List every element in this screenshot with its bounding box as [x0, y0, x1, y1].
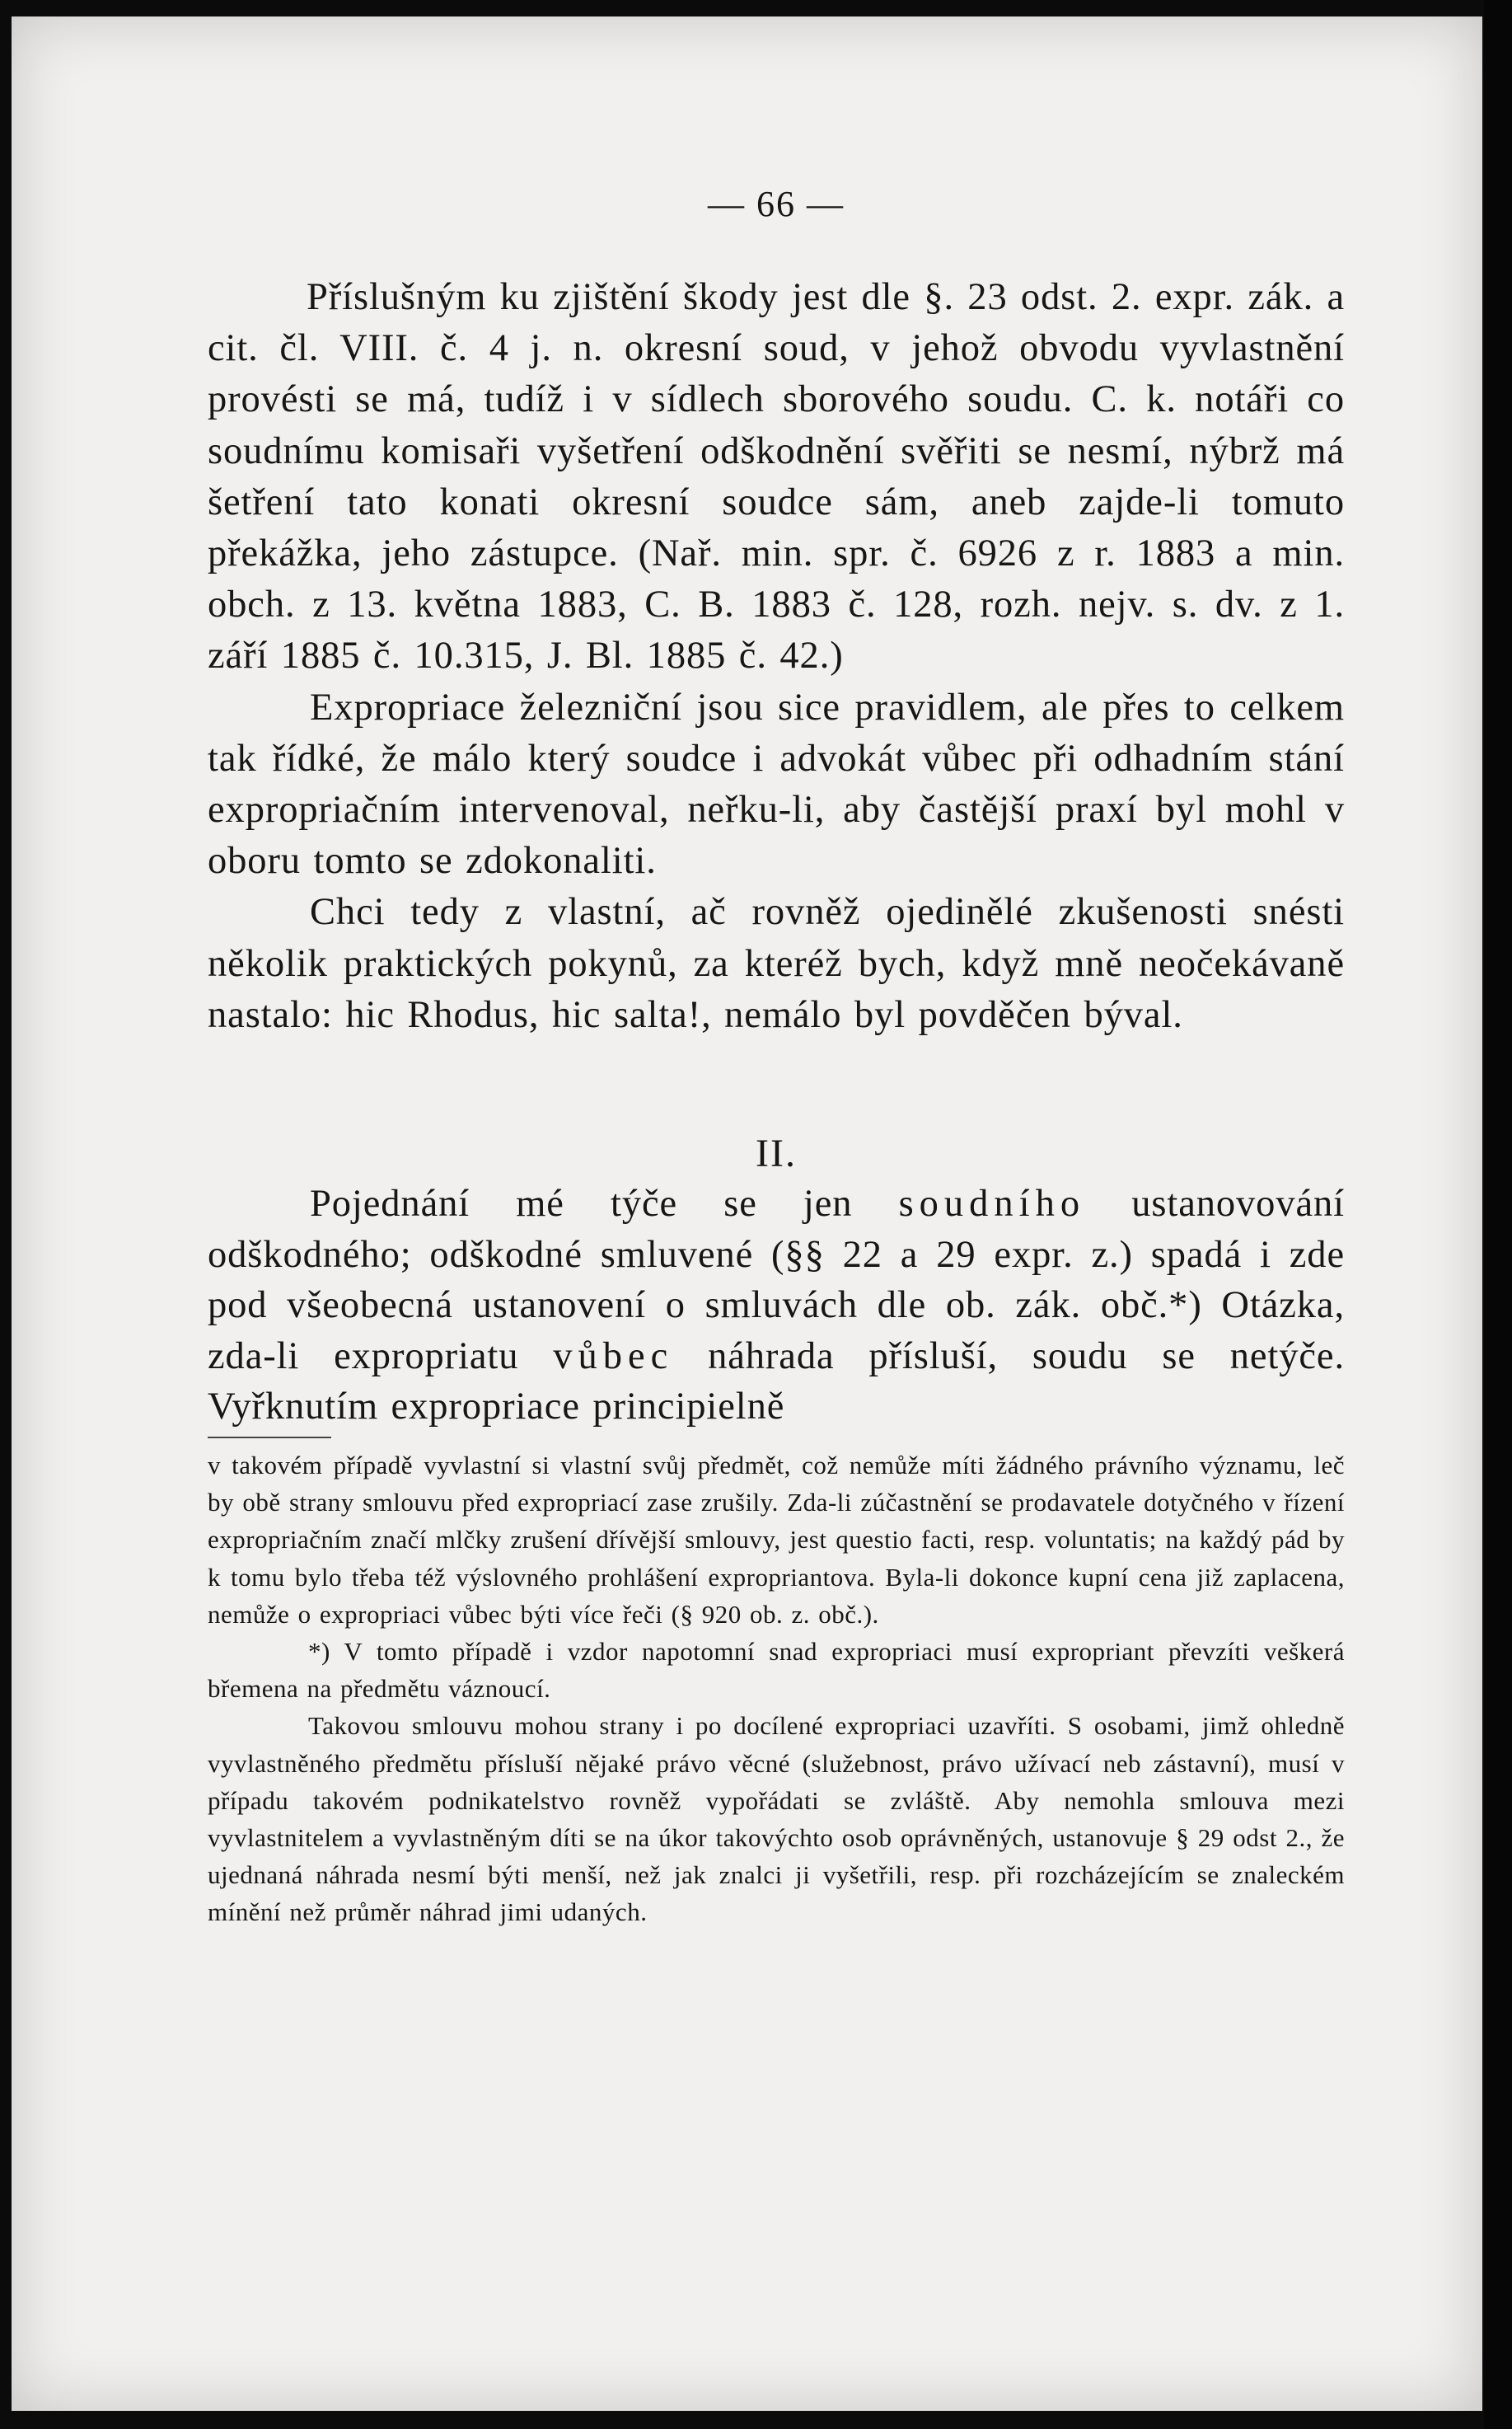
scan-edge-shadow: [1484, 0, 1512, 2429]
spaced-emphasis-generally: vůbec: [553, 1334, 674, 1377]
section-heading: II.: [756, 1132, 797, 1175]
section-paragraph: [208, 1179, 1345, 1433]
section-text-middle: ustanovování odškodného; odškodné smluvené (§§ 22 a 29 expr. z.) spadá i zde pod všeobecná ustanovení o smluvách dle ob. zák. obč.*) Otázka, zda-li expropriatu: [208, 1183, 1345, 1377]
paragraph-railway-expropriation: Expropriace železniční jsou sice pravidlem, ale přes to celkem tak řídké, že málo který soudce i advokát vůbec při odhadním stání expropriačním intervenoval, neřku-li, aby častější praxí byl mohl v oboru tomto se zdokonaliti.: [208, 686, 1345, 883]
section-two-text: [208, 1179, 1345, 1433]
spaced-emphasis-judicial: soudního: [898, 1183, 1086, 1225]
main-text: [208, 272, 1345, 1041]
footnote-divider: [208, 1437, 331, 1438]
footnote-continued: v takovém případě vyvlastní si vlastní svůj předmět, což nemůže míti žádného právního významu, leč by obě strany smlouvu před expropriací zase zrušily. Zda-li zúčastnění se prodavatele dotyčného v řízení expropriačním značí mlčky zrušení dřívější smlouvy, jest questio facti, resp. voluntatis; na každý pád by k tomu bylo třeba též výslovného prohlášení expropriantova. Byla-li dokonce kupní cena již zaplacena, nemůže o expropriaci vůbec býti více řeči (§ 920 ob. z. obč.).: [208, 1451, 1345, 1629]
paragraph-practical-notes: Chci tedy z vlastní, ač rovněž ojedinělé zkušenosti snésti několik praktických pokynů, za kteréž bych, když mně neočekávaně nastalo: hic Rhodus, hic salta!, nemálo byl povděčen býval.: [208, 891, 1345, 1036]
paragraph-jurisdiction: Příslušným ku zjištění škody jest dle §. 23 odst. 2. expr. zák. a cit. čl. VIII. č. 4 j. n. okresní soud, v jehož obvodu vyvlastnění provésti se má, tudíž i v sídlech sborového soudu. C. k. notáři co soudnímu komisaři vyšetření odškodnění svěřiti se nesmí, nýbrž má šetření tato konati okresní soudce sám, aneb zajde-li tomuto překážka, jeho zástupce. (Nař. min. spr. č. 6926 z r. 1883 a min. obch. z 13. května 1883, C. B. 1883 č. 128, rozh. nejv. s. dv. z 1. září 1885 č. 10.315, J. Bl. 1885 č. 42.): [208, 276, 1345, 678]
footnote-asterisk: *) V tomto případě i vzdor napotomní snad expropriaci musí expropriant převzíti veškerá břemena na předmětu váznoucí.: [208, 1637, 1345, 1704]
section-text-after: náhrada přísluší, soudu se netýče. Vyřknutím expropriace principielně: [208, 1334, 1345, 1428]
section-text-before: Pojednání mé týče se jen: [310, 1183, 899, 1225]
footnote-contract: Takovou smlouvu mohou strany i po docílené expropriaci uzavříti. S osobami, jimž ohledně vyvlastněného předmětu přísluší nějaké právo věcné (služebnost, právo užívací neb zástavní), musí v případu takovém podnikatelstvo rovněž vypořádati se zvláště. Aby nemohla smlouva mezi vyvlastnitelem a vyvlastněným díti se na úkor takovýchto osob oprávněných, ustanovuje § 29 odst 2., že ujednaná náhrada nesmí býti menší, než jak znalci ji vyšetřili, resp. při rozcházejícím se znaleckém mínění než průměr náhrad jimi udaných.: [208, 1711, 1345, 1927]
footnotes: [208, 1447, 1345, 1931]
page-number: — 66 —: [708, 184, 845, 224]
